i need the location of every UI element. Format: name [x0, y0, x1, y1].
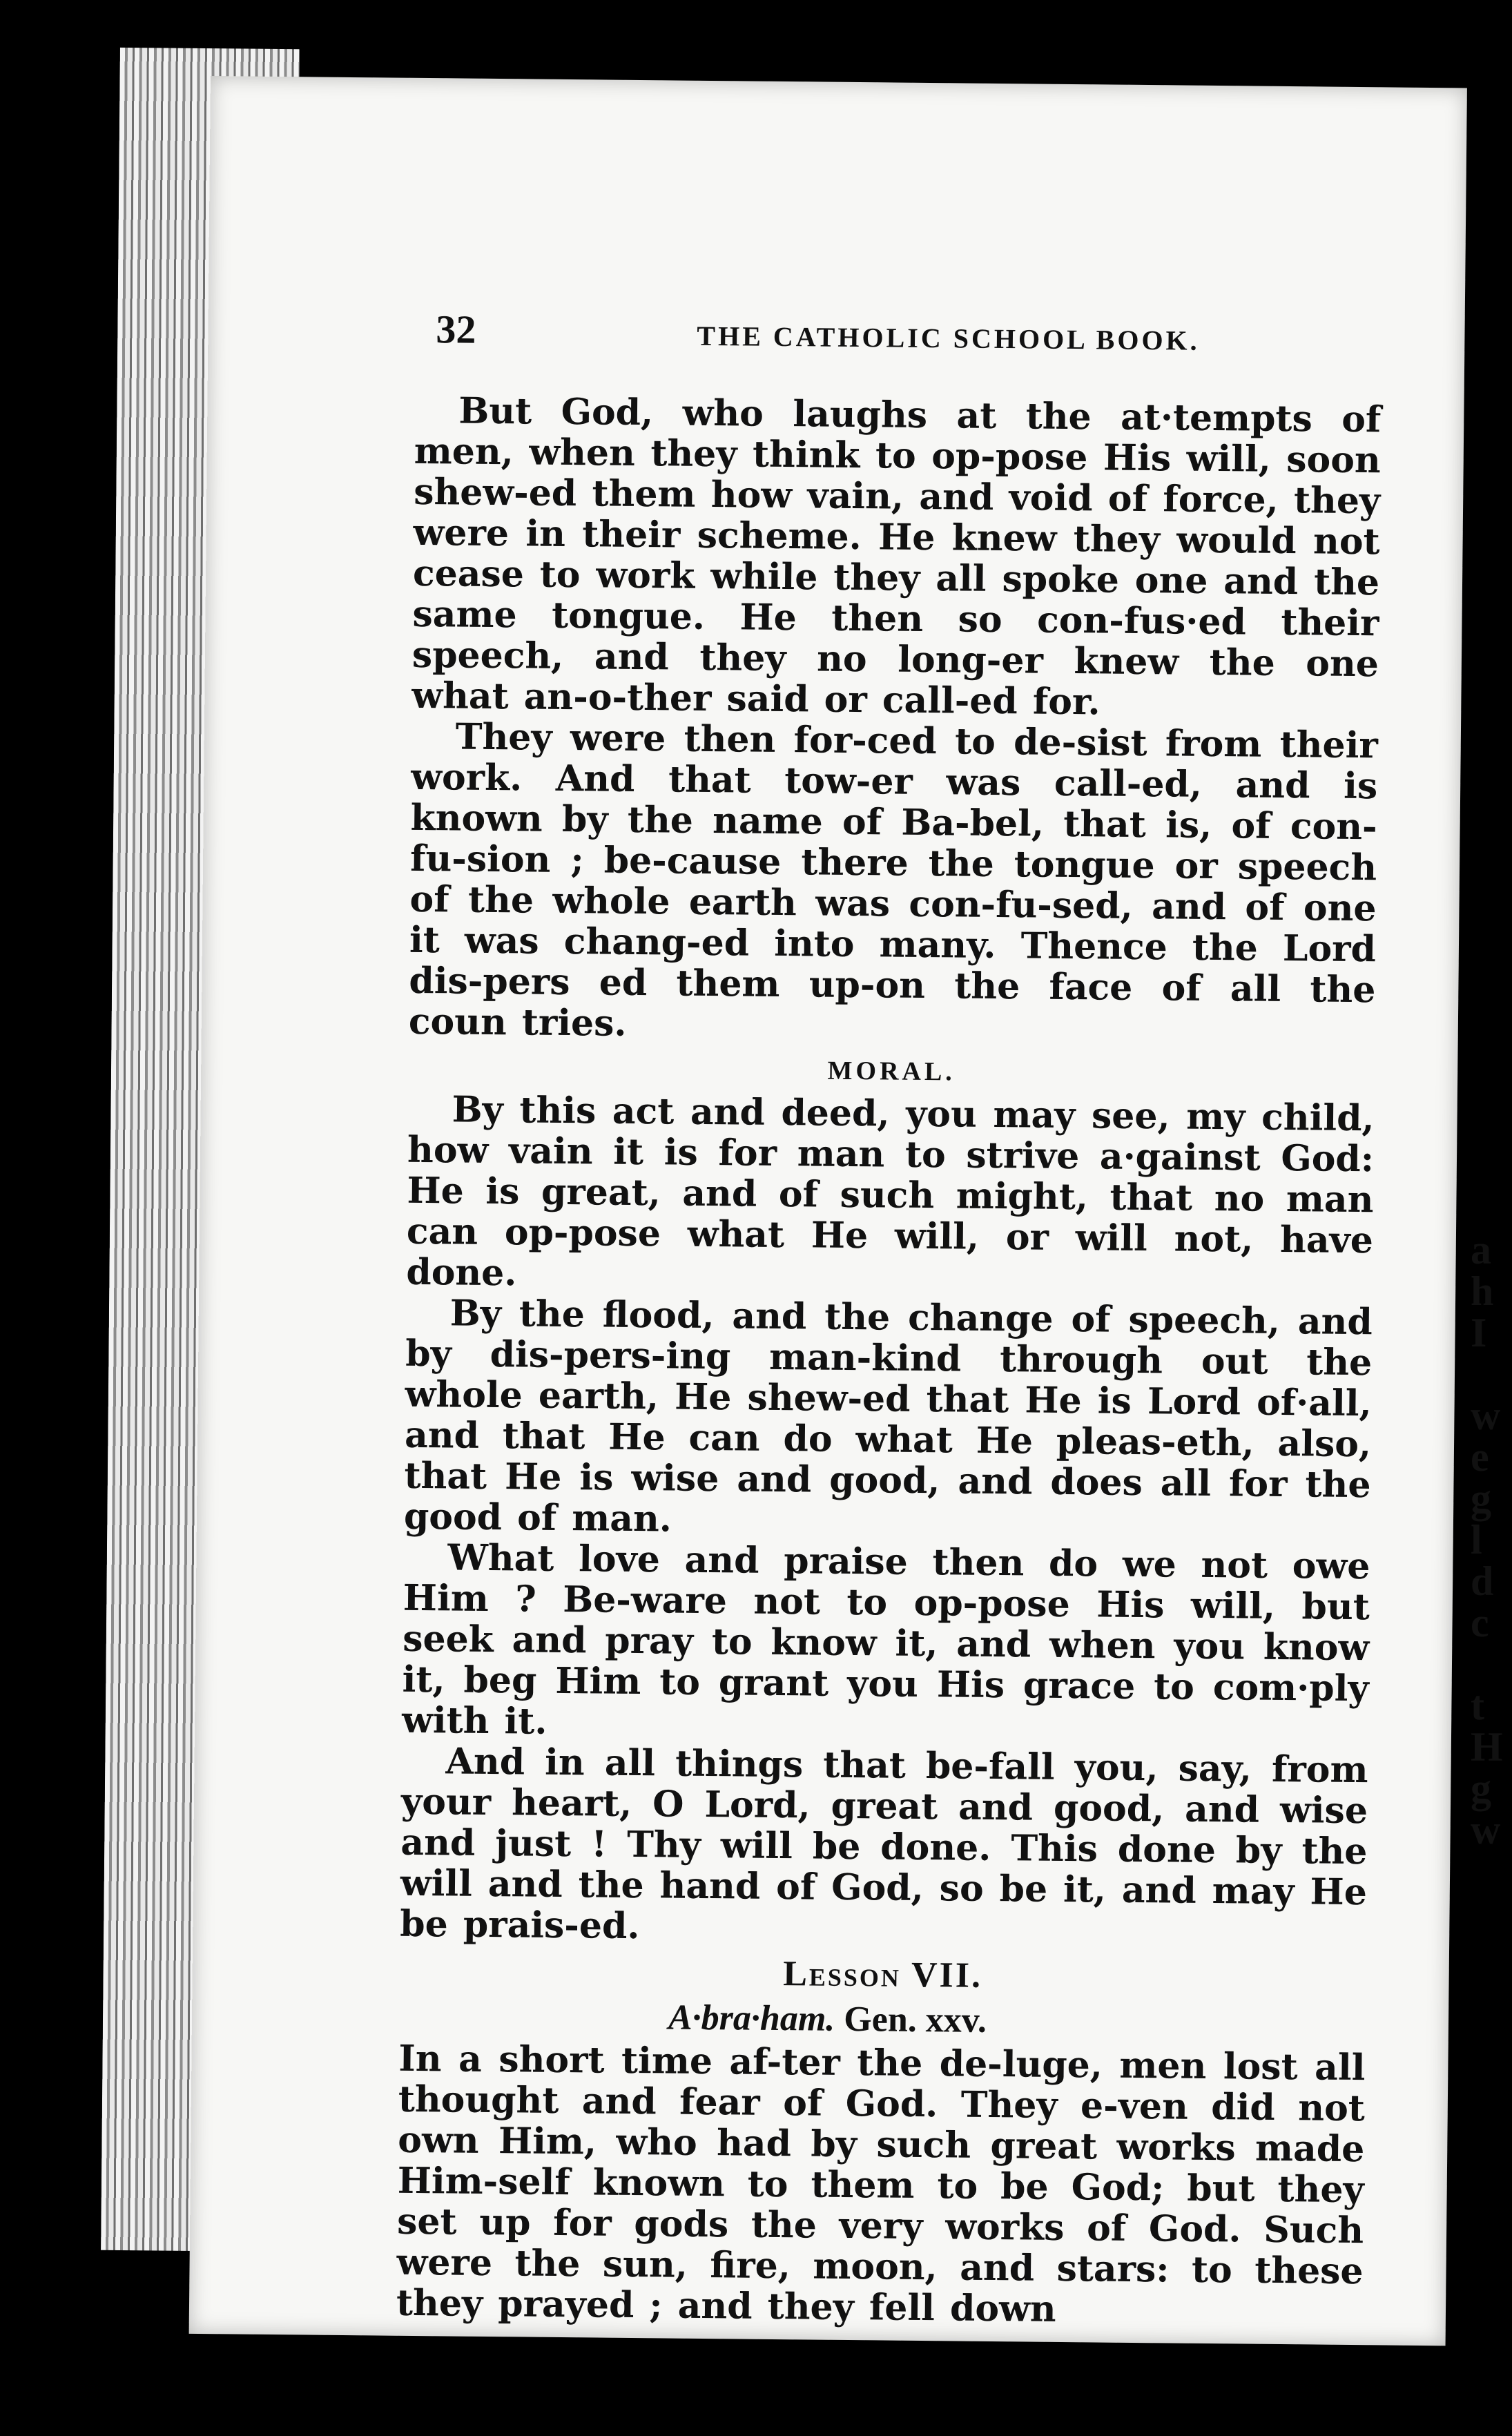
page-number: 32 — [436, 307, 476, 352]
bleed-letter: g — [1471, 1766, 1491, 1811]
bleed-letter: c — [1471, 1600, 1489, 1645]
bleed-letter — [1471, 1643, 1512, 1685]
book-page — [189, 76, 1467, 2346]
moral-paragraph: What love and praise then do we not owe Him ? Be-ware not to op-pose His will, but seek and pray to know it, and when you know it, beg Him to grant you His grace to com·ply with it. — [401, 1536, 1370, 1743]
paragraph: They were then for-ced to de-sist from their work. And that tow-er was call-ed, and is known by the name of Ba-bel, that is, of con-fu-sion ; be-cause there the tongue or speech of the whole earth was con-fu-sed, and of one it was chang-ed into many. Thence the Lord dis-pers ed them up-on the face of all the coun tries. — [408, 715, 1379, 1045]
lesson-subtitle-name: A·bra·ham. — [668, 1998, 835, 2039]
paragraph: But God, who laughs at the at·tempts of men, when they think to op-pose His will, soon shew-ed them how vain, and void of force, they were in their scheme. He knew they would not cease to work while they all spoke one and the same tongue. He then so con-fus·ed their speech, and they no long-er knew the one what an-o-ther said or call-ed for. — [411, 389, 1382, 724]
lesson-heading: Lesson VII. — [782, 1954, 983, 1995]
moral-paragraph: By this act and deed, you may see, my child, how vain it is for man to strive a·gainst God: He is great, and of such might, that no man can op-pose what He will, or will not, have done. — [406, 1088, 1375, 1295]
bleed-letter: t — [1471, 1683, 1484, 1728]
bleed-letter: h — [1471, 1268, 1494, 1314]
bleed-letter: a — [1471, 1227, 1491, 1273]
page-text-block — [396, 306, 1382, 2332]
bleed-letter: e — [1471, 1434, 1489, 1480]
bleed-letter — [1471, 1353, 1512, 1395]
bleed-letter: w — [1471, 1807, 1501, 1853]
bleed-letter: H — [1471, 1724, 1503, 1770]
moral-paragraph: By the flood, and the change of speech, and by dis-pers-ing man-kind through out the whole earth, He shew-ed that He is Lord of·all, and that He can do what He pleas-eth, also, that He is wise and good, and does all for the good of man. — [403, 1292, 1373, 1540]
lesson-subtitle — [668, 1997, 1366, 2044]
bleed-letter: l — [1471, 1517, 1482, 1563]
bleed-letter: w — [1471, 1393, 1501, 1438]
lesson-paragraph: In a short time af-ter the de-luge, men lost all thought and fear of God. They e-ven did not own Him, who had by such great works made Him-self known to them to be God; but they set up for gods the very works of God. Such were the sun, fire, moon, and stars: to these they prayed ; and they fell down — [396, 2037, 1366, 2330]
bleed-letter: d — [1471, 1558, 1494, 1604]
bleed-letter: I — [1471, 1310, 1487, 1355]
moral-paragraph: And in all things that be-fall you, say, from your heart, O Lord, great and good, and wise and just ! Thy will be done. This done by the will and the hand of God, so be it, and may He be prais-ed. — [400, 1740, 1368, 1948]
running-head: THE CATHOLIC SCHOOL BOOK. — [697, 320, 1200, 356]
facing-page-bleed — [1471, 1227, 1512, 1853]
moral-heading: MORAL. — [827, 1056, 956, 1087]
page-header — [436, 306, 1382, 361]
lesson-subtitle-reference: Gen. xxv. — [844, 1999, 987, 2040]
bleed-letter: g — [1471, 1476, 1491, 1521]
